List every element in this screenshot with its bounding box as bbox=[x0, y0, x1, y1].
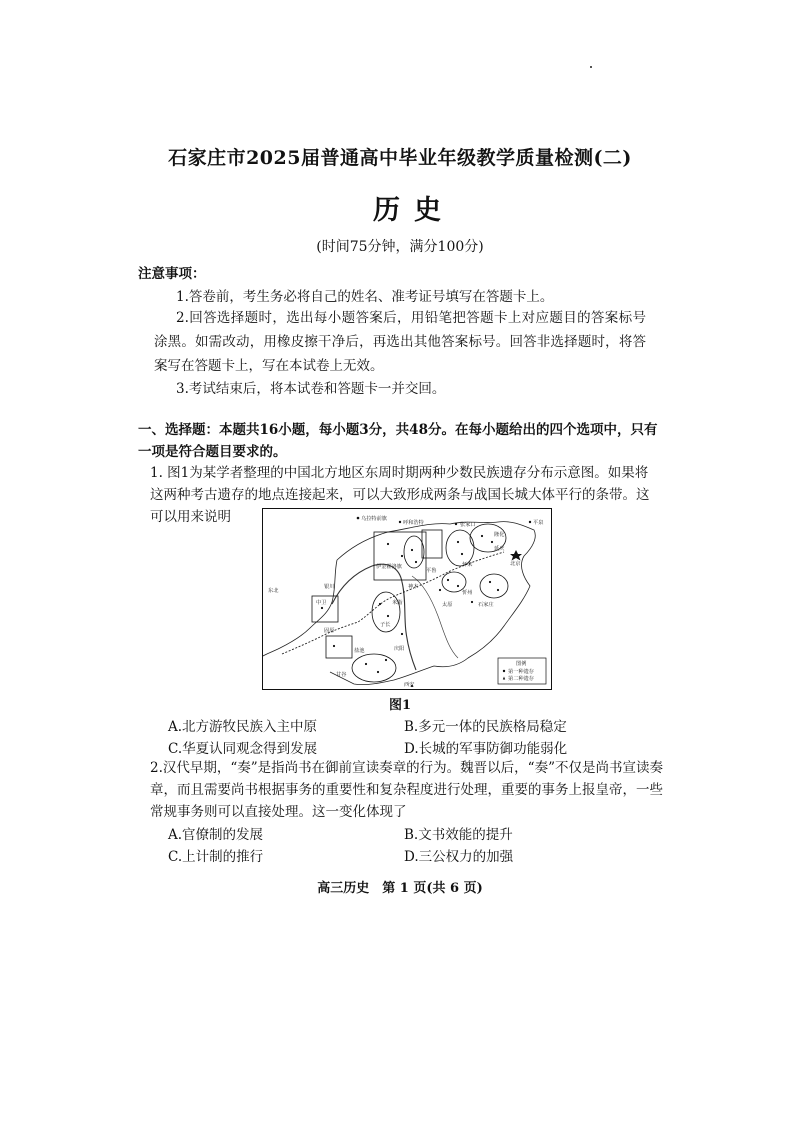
scan-dot bbox=[590, 66, 592, 68]
legend-symbol-1 bbox=[503, 670, 505, 672]
map-label: 平泉 bbox=[533, 520, 544, 526]
map-label: 石家庄 bbox=[478, 602, 494, 608]
map-label: 甘谷 bbox=[336, 672, 347, 678]
map-label: 太原 bbox=[442, 602, 453, 608]
legend-first: 第一种遗存 bbox=[508, 669, 534, 675]
notice-item-2: 2.回答选择题时，选出每小题答案后，用铅笔把答题卡上对应题目的答案标号涂黑。如需改动，用橡皮擦干净后，再选出其他答案标号。回答非选择题时，将答案写在答题卡上，写在本试卷上无效。 bbox=[154, 310, 646, 374]
map-label: 怀来 bbox=[462, 562, 473, 568]
map-label: 忻州 bbox=[462, 590, 473, 596]
map-label: 伊金霍洛旗 bbox=[376, 564, 402, 570]
map-label: 呼和浩特 bbox=[403, 520, 424, 526]
map-label: 张家口 bbox=[460, 522, 476, 528]
figure-caption: 图1 bbox=[388, 698, 412, 713]
section-heading: 一、选择题：本题共16小题，每小题3分，共48分。在每小题给出的四个选项中，只有一项是符合题目要求的。 bbox=[138, 422, 658, 460]
q2-option-c: C.上计制的推行 bbox=[168, 849, 264, 865]
notice-item-1: 1.答卷前，考生务必将自己的姓名、准考证号填写在答题卡上。 bbox=[176, 289, 554, 305]
legend-second: 第二种遗存 bbox=[508, 676, 534, 682]
map-label: 盐池 bbox=[354, 648, 365, 654]
map-label: 西安 bbox=[404, 682, 415, 688]
map-label: 米脂 bbox=[392, 600, 403, 606]
q1-option-d: D.长城的军事防御功能弱化 bbox=[404, 741, 568, 757]
q1-option-b: B.多元一体的民族格局稳定 bbox=[404, 719, 567, 735]
map-label: 固原 bbox=[324, 628, 335, 634]
page-footer: 高三历史 第 1 页(共 6 页) bbox=[317, 881, 483, 896]
q1-option-a: A.北方游牧民族入主中原 bbox=[168, 719, 318, 735]
map-label: 神木 bbox=[408, 584, 419, 590]
map-label: 延庆 bbox=[494, 546, 505, 552]
legend-title: 图例 bbox=[516, 661, 527, 667]
map-label: 子长 bbox=[380, 622, 391, 628]
question-2-stem: 2.汉代早期，“奏”是指尚书在御前宣读奏章的行为。魏晋以后，“奏”不仅是尚书宣读奏章，而且需要尚书根据事务的重要性和复杂程度进行处理，重要的事务上报皇帝，一些常规事务则可以直接处理。这一变化体现了 bbox=[150, 760, 663, 820]
map-label: 乌拉特前旗 bbox=[361, 516, 387, 522]
question-1-stem: 1. 图1为某学者整理的中国北方地区东周时期两种少数民族遗存分布示意图。如果将这两种考古遗存的地点连接起来，可以大致形成两条与战国长城大体平行的条带。这可以用来说明 bbox=[150, 465, 650, 525]
side-mark: 东北 bbox=[268, 588, 279, 594]
map-label: 中卫 bbox=[316, 600, 327, 606]
map-label: 隆化 bbox=[494, 532, 505, 538]
notice-item-3: 3.考试结束后，将本试卷和答题卡一并交回。 bbox=[176, 381, 446, 397]
notice-heading: 注意事项： bbox=[138, 266, 206, 282]
q1-option-c: C.华夏认同观念得到发展 bbox=[168, 741, 318, 757]
time-note: (时间75分钟，满分100分) bbox=[316, 239, 484, 255]
map-label: 平鲁 bbox=[426, 568, 437, 574]
map-label: 银川 bbox=[324, 584, 335, 590]
subject-heading: 历史 bbox=[373, 195, 455, 226]
exam-title: 石家庄市2025届普通高中毕业年级教学质量检测(二) bbox=[168, 147, 632, 169]
q2-option-b: B.文书效能的提升 bbox=[404, 827, 513, 843]
map-label: 北京 bbox=[510, 561, 521, 567]
q2-option-d: D.三公权力的加强 bbox=[404, 849, 514, 865]
figure-1-map bbox=[262, 508, 552, 690]
q2-option-a: A.官僚制的发展 bbox=[168, 827, 264, 843]
map-label: 庆阳 bbox=[394, 646, 405, 652]
